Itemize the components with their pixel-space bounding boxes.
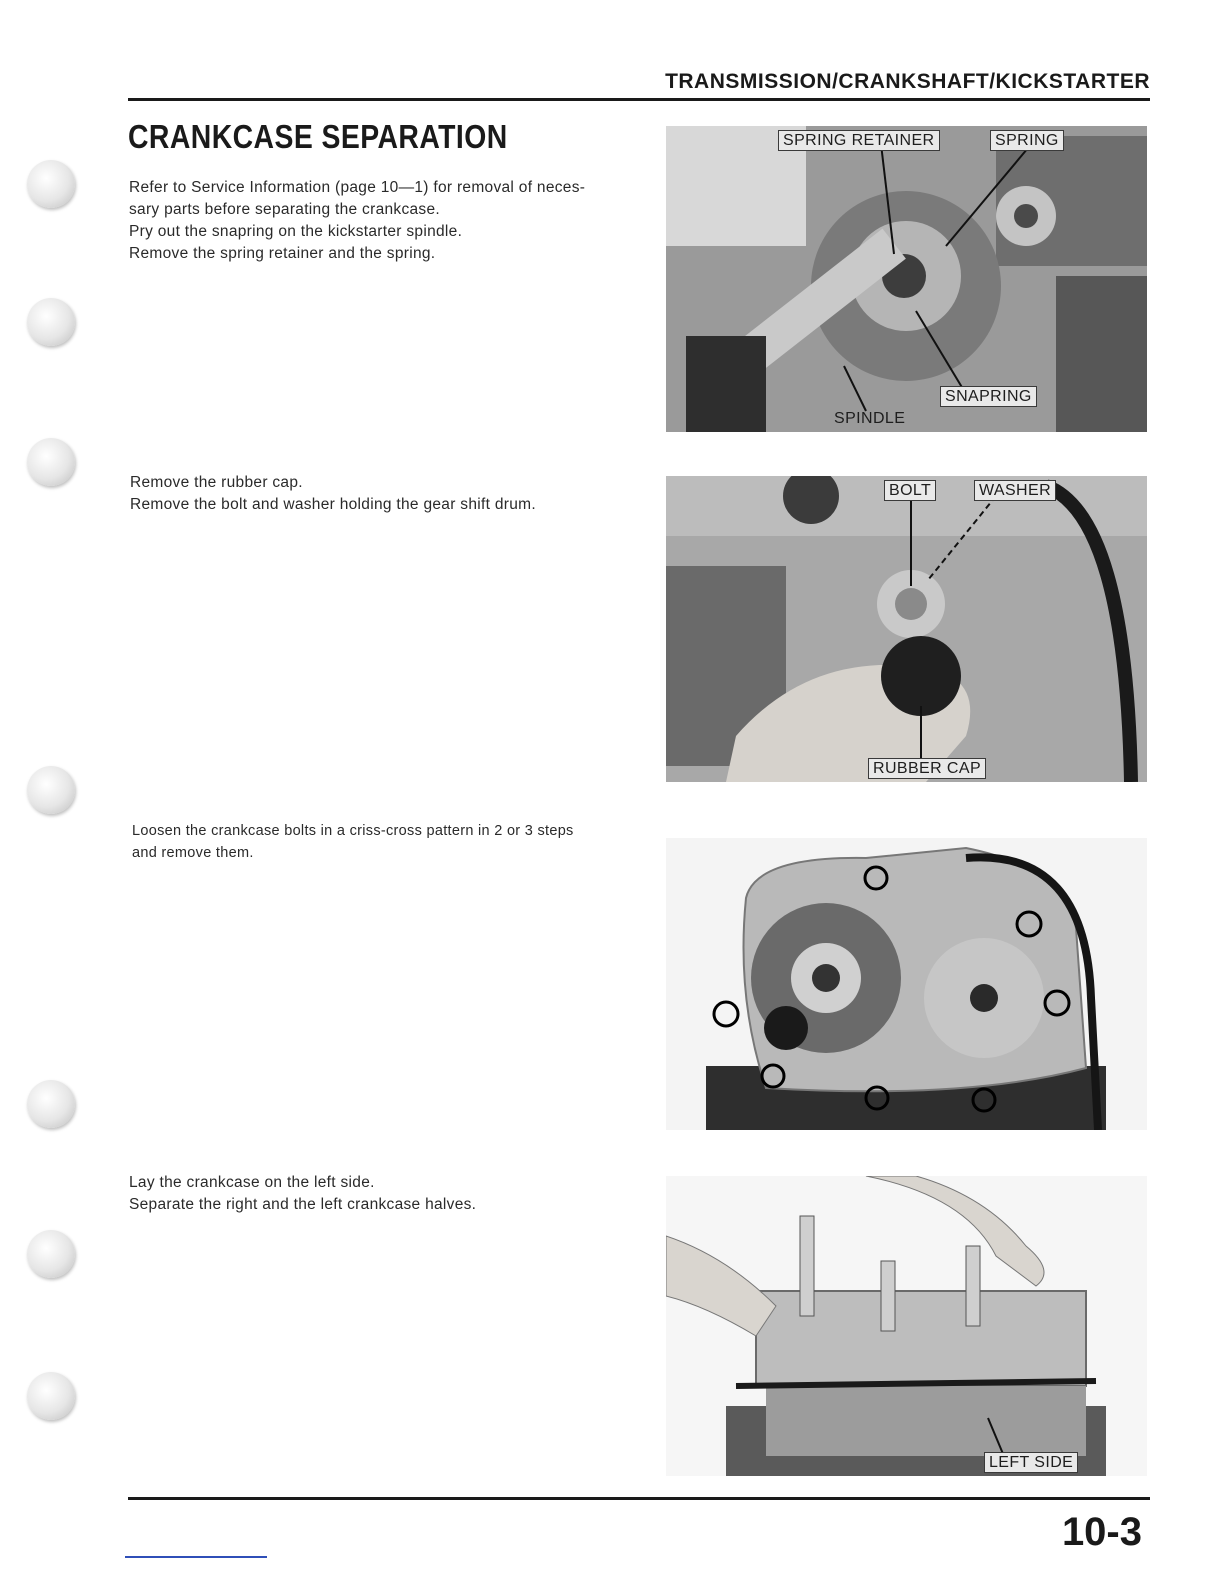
step-3-text [132,820,574,864]
text-line: Remove the rubber cap. [130,474,303,491]
callout-spring: SPRING [990,130,1064,151]
binder-hole [27,298,75,346]
callout-snapring: SNAPRING [940,386,1037,407]
callout-left-side: LEFT SIDE [984,1452,1078,1473]
binder-hole [27,160,75,208]
footer-link-underline [125,1556,267,1558]
text-line: Refer to Service Information (page 10—1) for removal of neces- [129,179,586,196]
callout-spring-retainer: SPRING RETAINER [778,130,940,151]
page-number: 10-3 [1061,1510,1142,1554]
crankcase-bolts-photo [666,838,1147,1130]
crankcase-separation-image [666,1176,1147,1476]
text-line: Separate the right and the left crankcase halves. [129,1196,477,1213]
crankcase-separation-photo [666,1176,1147,1476]
text-line: Pry out the snapring on the kickstarter spindle. [129,223,463,240]
footer-rule [128,1497,1150,1500]
callout-rubber-cap: RUBBER CAP [868,758,986,779]
chapter-header: TRANSMISSION/CRANKSHAFT/KICKSTARTER [665,70,1150,93]
callout-washer: WASHER [974,480,1056,501]
binder-hole [27,766,75,814]
binder-hole [27,1372,75,1420]
binder-hole [27,1080,75,1128]
text-line: Remove the spring retainer and the spring. [129,245,436,262]
section-title: CRANKCASE SEPARATION [128,118,508,155]
gearshift-drum-image [666,476,1147,782]
callout-spindle: SPINDLE [834,410,906,427]
gearshift-drum-photo [666,476,1147,782]
text-line: sary parts before separating the crankcase. [129,201,441,218]
kickstarter-spindle-image [666,126,1147,432]
step-2-text [130,472,536,516]
binder-hole [27,438,75,486]
step-1-text [129,177,585,265]
header-rule [128,98,1150,101]
kickstarter-spindle-photo [666,126,1147,432]
text-line: Loosen the crankcase bolts in a criss-cross pattern in 2 or 3 steps [132,823,574,839]
crankcase-bolts-image [666,838,1147,1130]
binder-hole [27,1230,75,1278]
text-line: and remove them. [132,845,254,861]
text-line: Remove the bolt and washer holding the gear shift drum. [130,496,536,513]
text-line: Lay the crankcase on the left side. [129,1174,375,1191]
callout-bolt: BOLT [884,480,936,501]
step-4-text [129,1172,476,1216]
